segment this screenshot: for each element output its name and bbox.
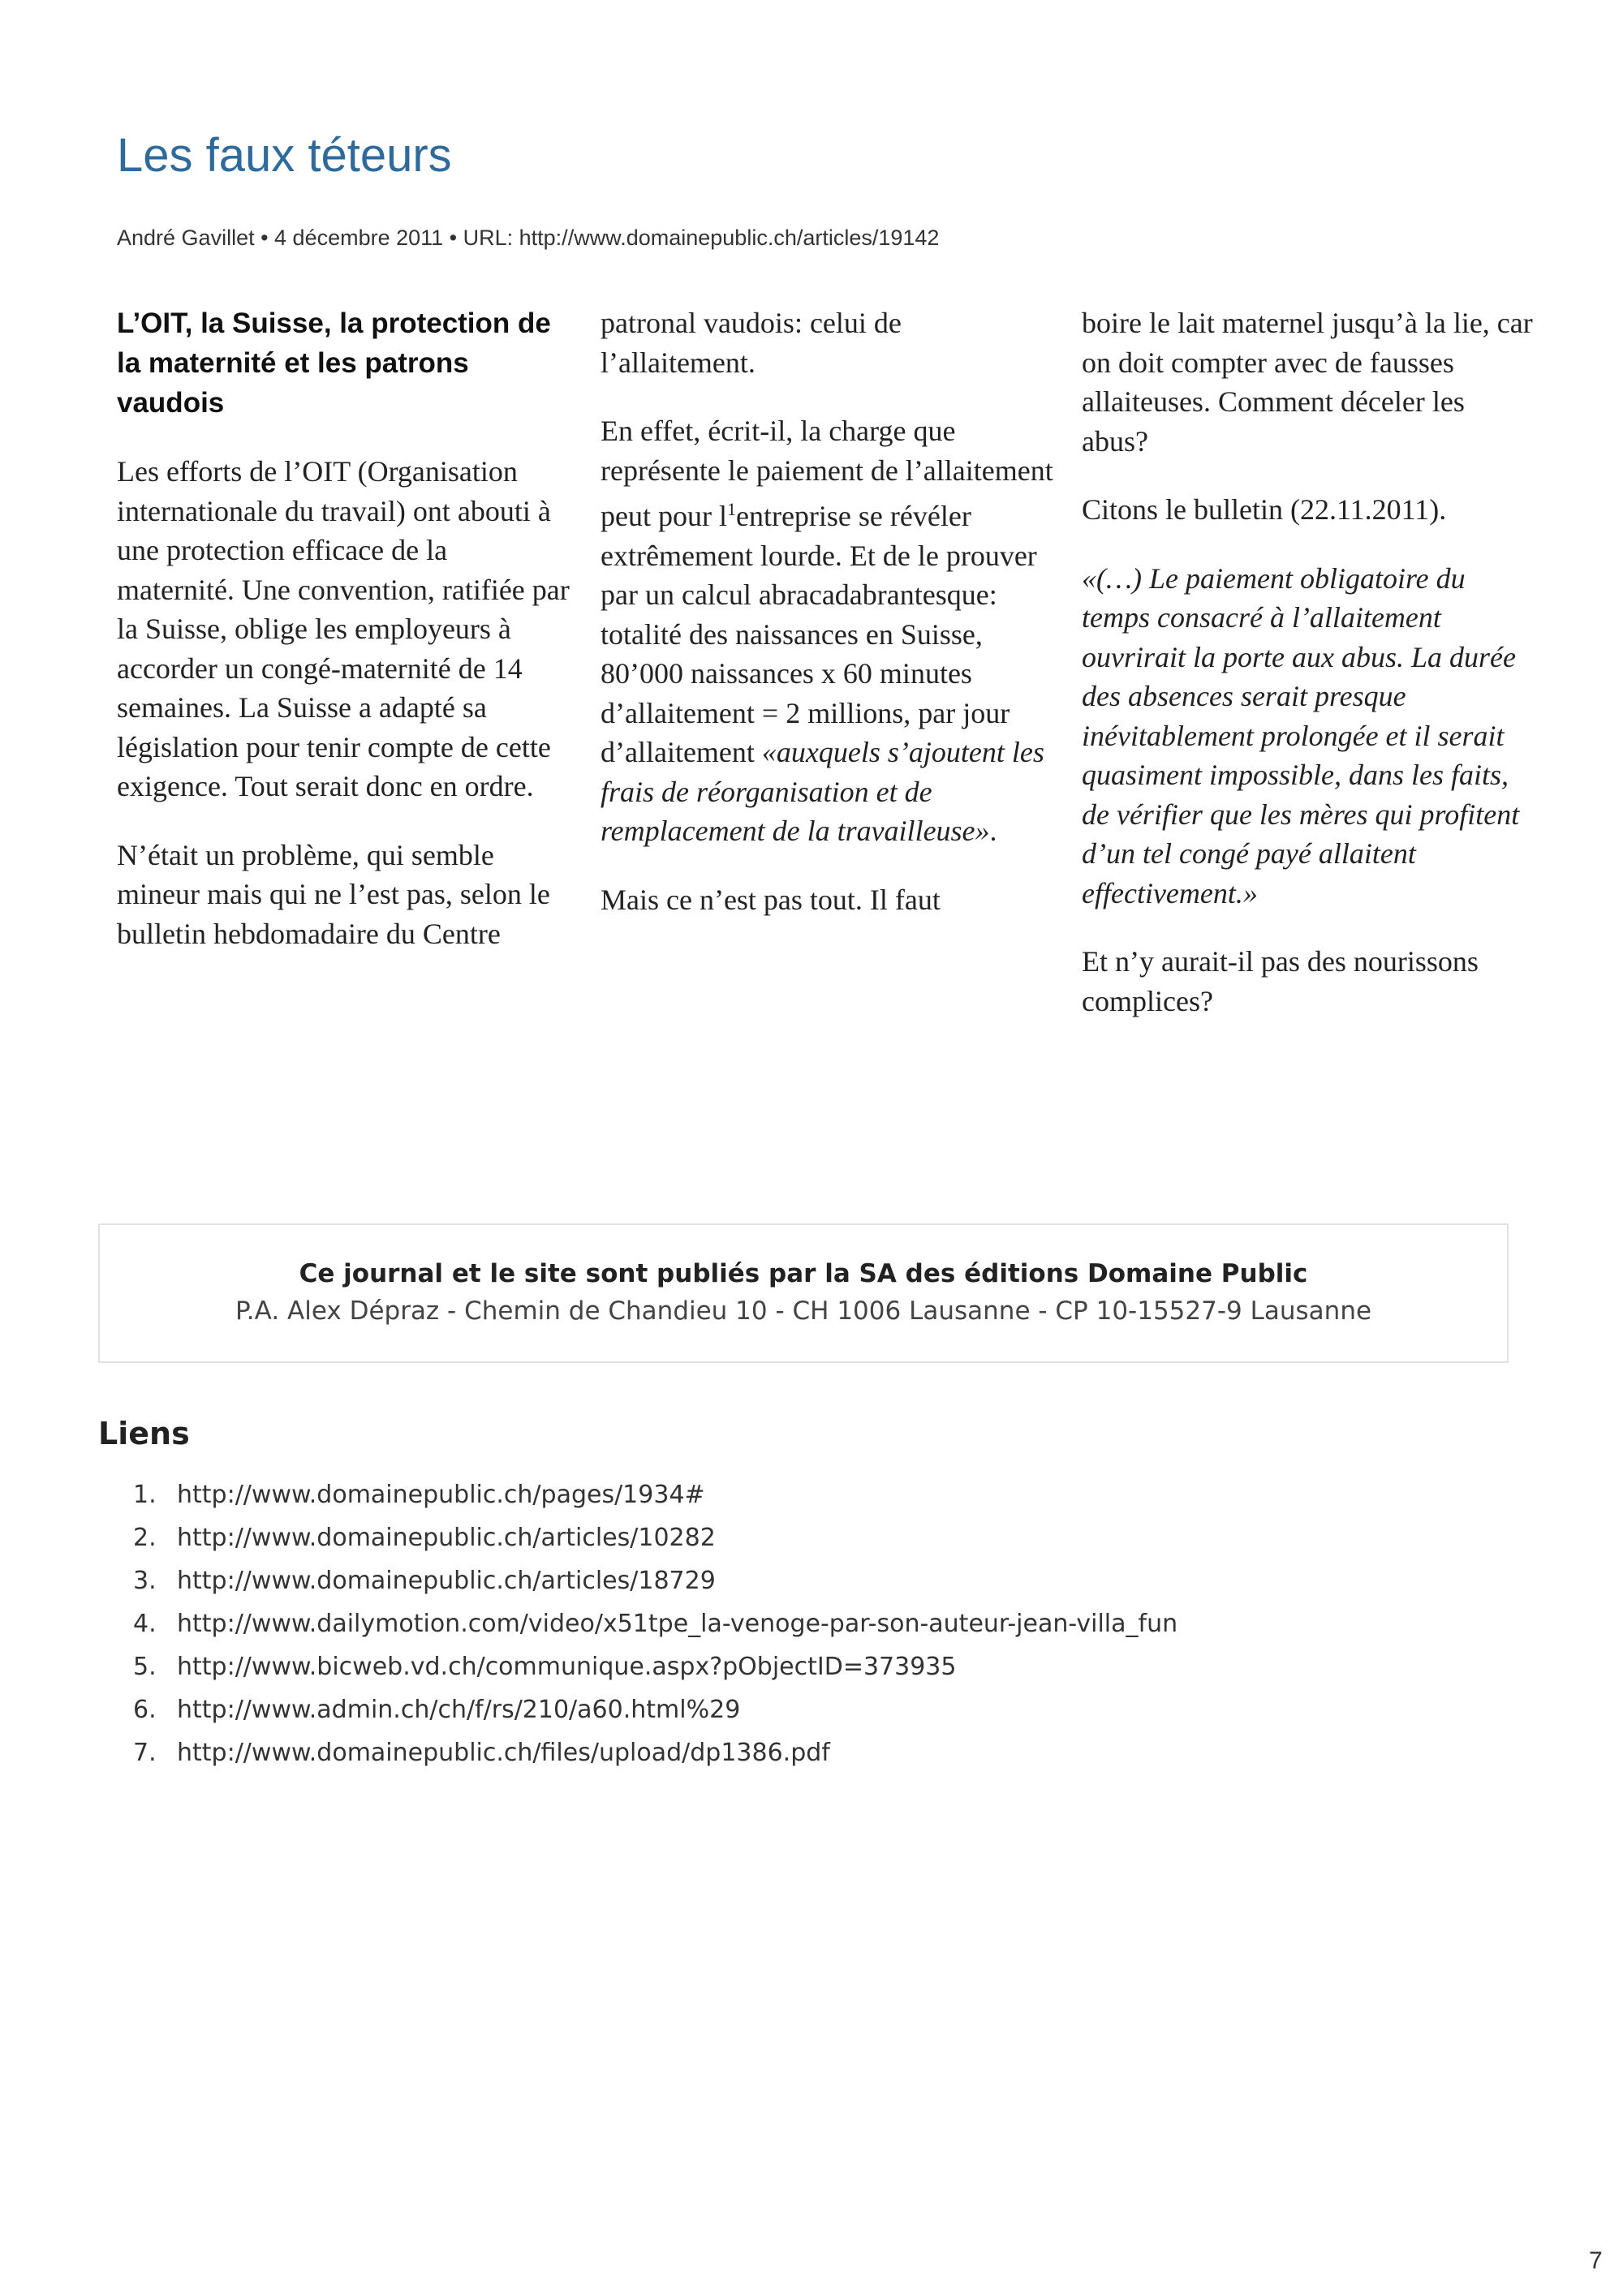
article-byline: André Gavillet • 4 décembre 2011 • URL: http://www.domainepublic.ch/articles/19142 — [117, 226, 940, 250]
paragraph: boire le lait maternel jusqu’à la lie, car on doit compter avec de fausses allaiteuses. Comment déceler les abus? — [1082, 307, 1533, 458]
link-number: 5. — [133, 1653, 157, 1681]
page-number: 7 — [1589, 2247, 1603, 2274]
paragraph: Les efforts de l’OIT (Organisation internationale du travail) ont abouti à une protection efficace de la maternité. Une convention, ratifiée par la Suisse, oblige les employeurs à accorder un congé-maternité de 14 semaines. La Suisse a adapté sa législation pour tenir compte de cette exigence. Tout serait donc en ordre. — [117, 455, 570, 802]
publisher-box — [98, 1223, 1509, 1363]
link-url[interactable]: http://www.domainepublic.ch/articles/10282 — [177, 1524, 716, 1552]
link-url[interactable]: http://www.admin.ch/ch/f/rs/210/a60.html%29 — [177, 1696, 741, 1724]
link-item — [133, 1524, 1177, 1567]
paragraph-text: . — [989, 815, 997, 847]
link-number: 7. — [133, 1739, 157, 1767]
paragraph-text: entreprise se révéler extrêmement lourde. Et de le prouver par un calcul abracadabrantesque: totalité des naissances en Suisse, 80’000 naissances x 60 minutes d’allaitement = 2 millions, par jour d’allaitement — [601, 500, 1037, 768]
link-item — [133, 1696, 1177, 1739]
link-url[interactable]: http://www.domainepublic.ch/articles/18729 — [177, 1567, 716, 1595]
paragraph-text: En effet, écrit-il, la charge que représente le paiement de l’allaitement peut pour l — [601, 415, 1053, 532]
article-column-3 — [1082, 303, 1536, 1050]
article-title: Les faux téteurs — [117, 129, 452, 182]
paragraph: Mais ce n’est pas tout. Il faut — [601, 883, 941, 916]
link-url[interactable]: http://www.dailymotion.com/video/x51tpe_la-venoge-par-son-auteur-jean-villa_fun — [177, 1610, 1178, 1638]
link-number: 3. — [133, 1567, 157, 1595]
link-item — [133, 1610, 1177, 1653]
link-item — [133, 1739, 1177, 1782]
link-item — [133, 1653, 1177, 1696]
paragraph: patronal vaudois: celui de l’allaitement. — [601, 307, 902, 379]
paragraph — [601, 411, 1055, 851]
quote-paragraph — [1082, 559, 1536, 914]
publisher-address: P.A. Alex Dépraz - Chemin de Chandieu 10 - CH 1006 Lausanne - CP 10-15527-9 Lausanne — [235, 1296, 1372, 1326]
paragraph: Et n’y aurait-il pas des nourissons complices? — [1082, 945, 1479, 1017]
article-subheading: L’OIT, la Suisse, la protection de la maternité et les patrons vaudois — [117, 307, 551, 419]
quote: «(…) Le paiement obligatoire du temps consacré à l’allaitement ouvrirait la porte aux abus. La durée des absences serait presque inévitablement prolongée et il serait quasiment impossible, dans les faits, de vérifier que les mères qui profitent d’un tel congé payé allaitent effectivement.» — [1082, 561, 1520, 909]
links-heading: Liens — [98, 1416, 190, 1451]
link-number: 6. — [133, 1696, 157, 1724]
link-url[interactable]: http://www.bicweb.vd.ch/communique.aspx?pObjectID=373935 — [177, 1653, 957, 1681]
link-number: 2. — [133, 1524, 157, 1552]
link-number: 4. — [133, 1610, 157, 1638]
link-item — [133, 1567, 1177, 1610]
link-url[interactable]: http://www.domainepublic.ch/pages/1934# — [177, 1481, 705, 1509]
link-item — [133, 1481, 1177, 1524]
link-number: 1. — [133, 1481, 157, 1509]
link-url[interactable]: http://www.domainepublic.ch/files/upload/dp1386.pdf — [177, 1739, 830, 1767]
publisher-line: Ce journal et le site sont publiés par la SA des éditions Domaine Public — [299, 1259, 1308, 1288]
article-column-1 — [117, 303, 571, 982]
superscript: 1 — [726, 499, 736, 519]
paragraph: N’était un problème, qui semble mineur mais qui ne l’est pas, selon le bulletin hebdomadaire du Centre — [117, 838, 550, 950]
quote: «auxquels s’ajoutent les frais de réorganisation et de remplacement de la travailleuse» — [601, 736, 1044, 847]
paragraph: Citons le bulletin (22.11.2011). — [1082, 493, 1447, 526]
links-list — [133, 1481, 1177, 1782]
article-column-2 — [601, 303, 1055, 948]
